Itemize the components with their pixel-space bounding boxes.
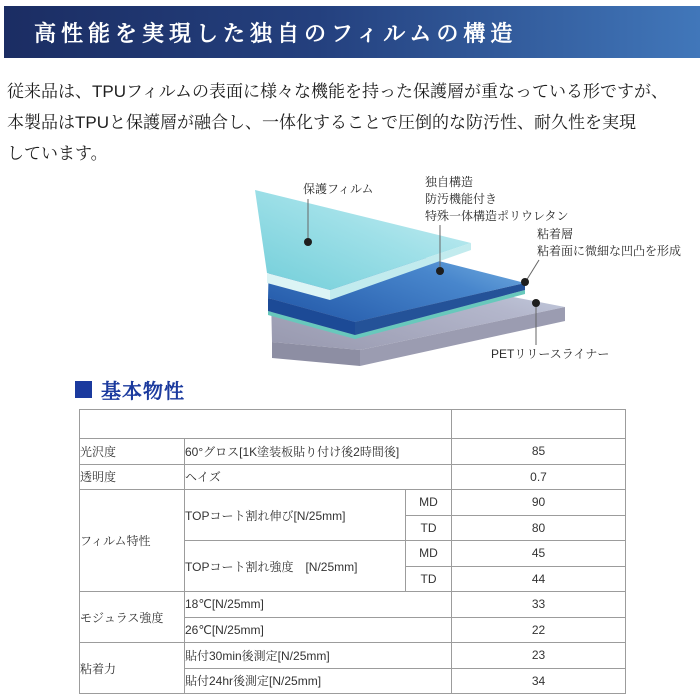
label-unique-structure: 独自構造 防汚機能付き 特殊一体構造ポリウレタン (425, 175, 569, 223)
table-row (80, 464, 626, 490)
label-adhesive: 粘着層 粘着面に微細な凹凸を形成 (537, 227, 682, 258)
table-row (80, 592, 626, 618)
label-protective-film: 保護フィルム (303, 182, 374, 196)
cell-value: 45 (452, 541, 626, 567)
cell-condition: 貼付30min後測定[N/25mm] (185, 643, 452, 669)
intro-paragraph (7, 76, 683, 169)
cell-value: 90 (452, 490, 626, 516)
properties-table (79, 409, 626, 694)
product-column-header: ECHELON Headlight PPF (452, 410, 626, 439)
cell-value: 85 (452, 439, 626, 465)
cell-condition: TOPコート割れ強度 [N/25mm] (185, 541, 406, 592)
callout-dot-protective-film (304, 238, 312, 246)
leader-line-adhesive (526, 260, 539, 281)
cell-value: 0.7 (452, 464, 626, 490)
diagonal-header-cell (80, 410, 452, 439)
cell-direction: MD (406, 541, 452, 567)
section-marker-icon (75, 381, 92, 398)
section-title (75, 375, 185, 404)
label-release-liner: PETリリースライナー (491, 347, 610, 361)
cell-value: 33 (452, 592, 626, 618)
cell-condition: TOPコート割れ伸び[N/25mm] (185, 490, 406, 541)
page-header (4, 6, 700, 58)
cell-value: 44 (452, 566, 626, 592)
intro-line: 本製品はTPUと保護層が融合し、一体化することで圧倒的な防汚性、耐久性を実現 (7, 113, 636, 132)
cell-category: フィルム特性 (80, 490, 185, 592)
cell-condition: 60°グロス[1K塗装板貼り付け後2時間後] (185, 439, 452, 465)
cell-category: モジュラス強度 (80, 592, 185, 643)
page-title: 高性能を実現した独自のフィルムの構造 (34, 20, 518, 46)
cell-category: 粘着力 (80, 643, 185, 694)
section-title-text: 基本物性 (101, 381, 185, 403)
cell-value: 23 (452, 643, 626, 669)
cell-direction: TD (406, 566, 452, 592)
table-row (80, 643, 626, 669)
cell-value: 34 (452, 668, 626, 694)
cell-condition: 18℃[N/25mm] (185, 592, 452, 618)
film-structure-diagram (240, 170, 690, 380)
table-row (80, 439, 626, 465)
cell-value: 22 (452, 617, 626, 643)
cell-direction: MD (406, 490, 452, 516)
callout-dot-liner (532, 299, 540, 307)
cell-category: 透明度 (80, 464, 185, 490)
table-row (80, 490, 626, 516)
callout-dot-unique-structure (436, 267, 444, 275)
cell-direction: TD (406, 515, 452, 541)
cell-value: 80 (452, 515, 626, 541)
intro-line: 従来品は、TPUフィルムの表面に様々な機能を持った保護層が重なっている形ですが、 (7, 82, 668, 101)
cell-condition: ヘイズ (185, 464, 452, 490)
cell-condition: 貼付24hr後測定[N/25mm] (185, 668, 452, 694)
intro-line: しています。 (7, 144, 108, 163)
callout-dot-adhesive (521, 278, 529, 286)
cell-category: 光沢度 (80, 439, 185, 465)
table-header-row (80, 410, 626, 439)
cell-condition: 26℃[N/25mm] (185, 617, 452, 643)
